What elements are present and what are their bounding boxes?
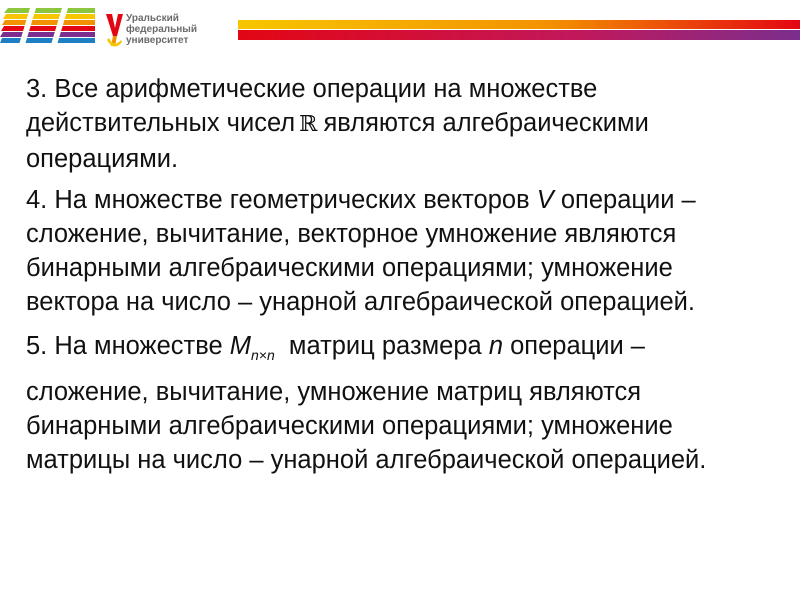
item-4-line-1-end: операции – bbox=[560, 186, 696, 214]
item-5-line-2: сложение, вычитание, умножение матриц являются bbox=[26, 378, 642, 406]
slide-body bbox=[26, 72, 786, 484]
item-4-line-1 bbox=[26, 183, 786, 217]
header-stripes-right bbox=[238, 20, 800, 42]
item-5-line-1 bbox=[26, 326, 786, 375]
item-3 bbox=[26, 72, 786, 176]
item-3-line-2 bbox=[26, 106, 786, 142]
item-3-line-2-start: действительных чисел bbox=[26, 109, 296, 137]
variable-n: n bbox=[488, 332, 503, 360]
logo-line-1: Уральский bbox=[126, 13, 179, 24]
item-5 bbox=[26, 326, 786, 477]
item-5-line-1-middle: матриц размера bbox=[288, 332, 482, 360]
variable-v: V bbox=[536, 186, 554, 214]
item-3-line-1: 3. Все арифметические операции на множестве bbox=[26, 75, 598, 103]
matrix-size-subscript: n×n bbox=[251, 347, 275, 363]
variable-m: M bbox=[229, 332, 251, 360]
real-numbers-symbol: ℝ bbox=[299, 112, 318, 137]
item-4-line-1-start: 4. На множестве геометрических векторов bbox=[26, 186, 530, 214]
university-logo bbox=[104, 8, 234, 52]
item-4-line-2: сложение, вычитание, векторное умножение являются bbox=[26, 220, 677, 248]
item-4-line-3: бинарными алгебраическими операциями; умножение bbox=[26, 254, 673, 282]
item-5-line-4: матрицы на число – унарной алгебраической операцией. bbox=[26, 446, 707, 474]
item-4-line-4: вектора на число – унарной алгебраической операцией. bbox=[26, 288, 696, 316]
ural-university-logo-icon bbox=[104, 12, 124, 50]
logo-line-2: федеральный bbox=[126, 24, 197, 35]
item-3-line-2-end: являются алгебраическими bbox=[323, 109, 649, 137]
item-5-line-1-end: операции – bbox=[510, 332, 645, 360]
item-5-line-3: бинарными алгебраическими операциями; умножение bbox=[26, 412, 673, 440]
header-stripes-left bbox=[0, 8, 95, 48]
logo-text bbox=[126, 13, 197, 46]
item-5-line-1-start: 5. На множестве bbox=[26, 332, 223, 360]
item-3-line-3: операциями. bbox=[26, 145, 179, 173]
item-4 bbox=[26, 183, 786, 319]
logo-line-3: университет bbox=[126, 35, 189, 46]
